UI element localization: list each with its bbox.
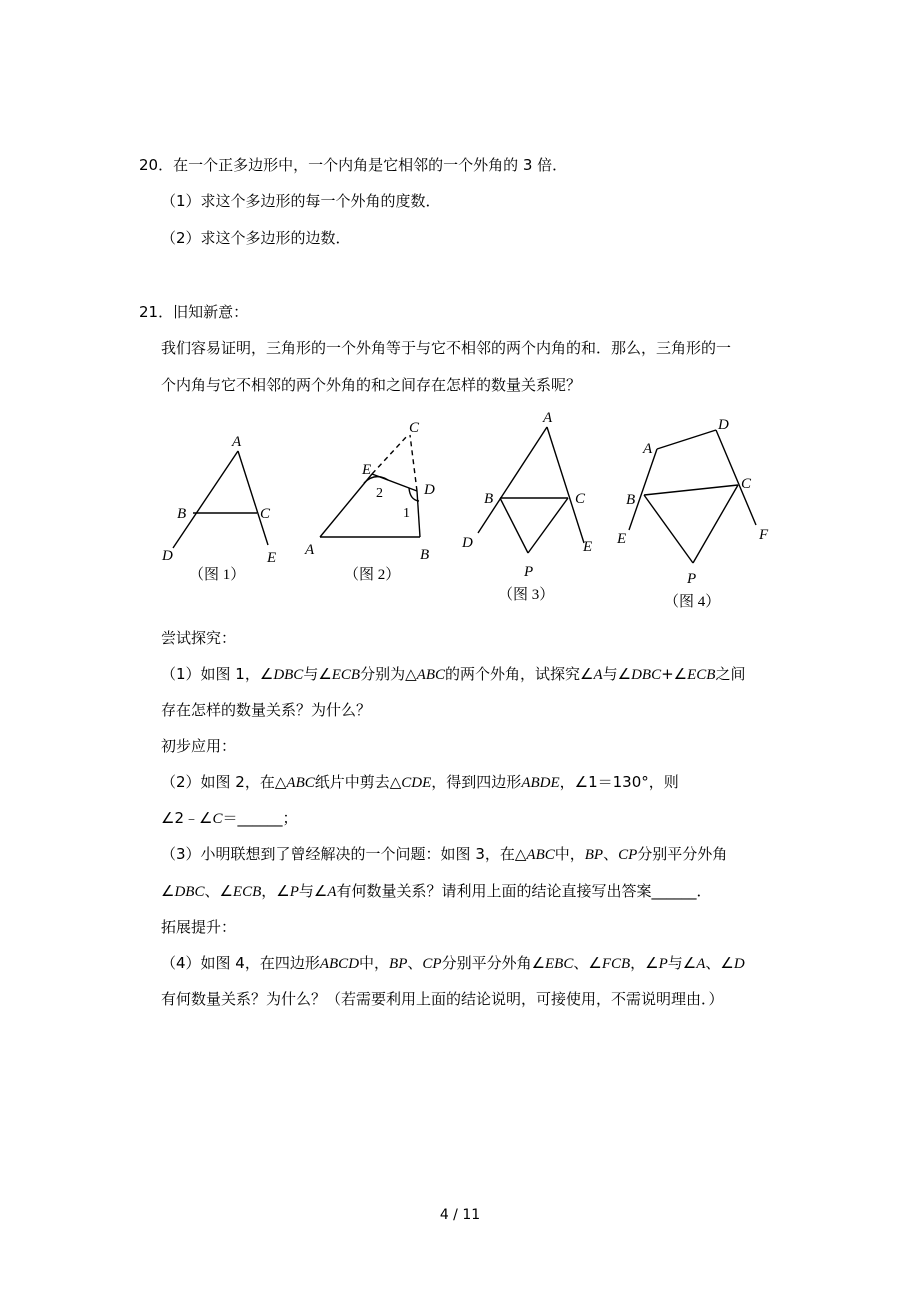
p4-c: 中， bbox=[359, 954, 390, 972]
p4-h: EBC bbox=[545, 956, 574, 972]
fig4-caption: （图 4） bbox=[664, 594, 721, 610]
q21-part2-line2 bbox=[161, 808, 297, 829]
apply-heading: 初步应用： bbox=[161, 737, 237, 755]
p1-f: ABC bbox=[416, 667, 445, 683]
q21-intro-line1: 我们容易证明，三角形的一个外角等于与它不相邻的两个内角的和．那么，三角形的一 bbox=[161, 339, 732, 357]
p1-k: +∠ bbox=[661, 665, 688, 683]
p3-line2-b: DBC bbox=[174, 884, 205, 900]
try-heading: 尝试探究： bbox=[161, 629, 237, 647]
p2-c: 纸片中剪去△ bbox=[314, 773, 402, 791]
fig3-label-A: A bbox=[543, 410, 553, 426]
p2-line2-a: ∠2﹣∠ bbox=[161, 809, 213, 827]
p2-b: ABC bbox=[286, 775, 315, 791]
p3-a: （3）小明联想到了曾经解决的一个问题：如图 3，在△ bbox=[161, 845, 527, 863]
p2-line2-c: ＝______； bbox=[222, 809, 298, 827]
fig2-label-B: B bbox=[420, 547, 430, 563]
p2-line2-b: C bbox=[212, 811, 223, 827]
p3-line2-e: ，∠ bbox=[261, 882, 290, 900]
p4-f: CP bbox=[422, 956, 442, 972]
p3-line2-a: ∠ bbox=[161, 882, 175, 900]
fig2-label-2: 2 bbox=[376, 486, 383, 501]
p1-h: A bbox=[593, 667, 603, 683]
fig4-label-E: E bbox=[617, 531, 627, 547]
p4-p: D bbox=[733, 956, 745, 972]
p2-e: ，得到四边形 bbox=[431, 773, 522, 791]
page-number: 4 / 11 bbox=[439, 1207, 481, 1223]
q21-part4-line1 bbox=[161, 953, 745, 974]
fig1-label-E: E bbox=[267, 550, 277, 566]
fig4-label-D: D bbox=[718, 417, 729, 433]
q21-intro-line2: 个内角与它不相邻的两个外角的和之间存在怎样的数量关系呢？ bbox=[161, 376, 582, 394]
q20-part1: （1）求这个多边形的每一个外角的度数． bbox=[161, 192, 441, 210]
p3-line2-c: 、∠ bbox=[204, 882, 233, 900]
p4-k: ，∠ bbox=[630, 954, 659, 972]
p3-g: 分别平分外角 bbox=[637, 845, 728, 863]
p1-c: 与∠ bbox=[303, 665, 332, 683]
fig2-label-E: E bbox=[362, 462, 372, 478]
fig3-label-C: C bbox=[575, 491, 586, 507]
p4-b: ABCD bbox=[319, 956, 360, 972]
p2-g: ，∠1＝130°，则 bbox=[559, 773, 679, 791]
p4-e: 、 bbox=[407, 954, 423, 972]
fig4-label-F: F bbox=[759, 527, 769, 543]
fig2-label-1: 1 bbox=[403, 506, 410, 521]
fig3-label-P: P bbox=[524, 564, 534, 580]
p2-f: ABDE bbox=[521, 775, 560, 791]
fig2-label-C: C bbox=[409, 420, 420, 436]
fig3-label-E: E bbox=[583, 539, 593, 555]
q21-part1-line1 bbox=[161, 664, 745, 685]
p4-n: A bbox=[696, 956, 706, 972]
q21-part1-line2: 存在怎样的数量关系？为什么？ bbox=[161, 701, 372, 719]
fig1-label-D: D bbox=[162, 548, 173, 564]
p2-d: CDE bbox=[401, 775, 432, 791]
p1-g: 的两个外角，试探究∠ bbox=[445, 665, 594, 683]
q21-part2-line1 bbox=[161, 772, 679, 793]
q20-part2: （2）求这个多边形的边数． bbox=[161, 229, 351, 247]
p1-e: 分别为△ bbox=[360, 665, 417, 683]
figure-1-lines bbox=[173, 451, 268, 548]
p3-d: BP bbox=[584, 847, 604, 863]
q21-part3-line2 bbox=[161, 881, 712, 902]
fig2-caption: （图 2） bbox=[344, 567, 401, 583]
p3-line2-g: 与∠ bbox=[298, 882, 328, 900]
figure-3-lines bbox=[478, 427, 584, 553]
p2-a: （2）如图 2，在△ bbox=[161, 773, 287, 791]
fig2-label-D: D bbox=[424, 482, 435, 498]
p3-f: CP bbox=[618, 847, 638, 863]
fig3-label-B: B bbox=[484, 491, 494, 507]
fig4-label-A: A bbox=[643, 441, 653, 457]
p4-d: BP bbox=[389, 956, 408, 972]
extend-heading: 拓展提升： bbox=[161, 918, 237, 936]
p4-j: FCB bbox=[601, 956, 631, 972]
fig4-label-P: P bbox=[687, 571, 697, 587]
p4-l: P bbox=[658, 956, 668, 972]
p1-j: DBC bbox=[631, 667, 662, 683]
p1-i: 与∠ bbox=[602, 665, 632, 683]
p1-d: ECB bbox=[331, 667, 361, 683]
p1-a: （1）如图 1，∠ bbox=[161, 665, 274, 683]
fig3-caption: （图 3） bbox=[498, 587, 555, 603]
q21-part4-line2: 有何数量关系？为什么？（若需要利用上面的结论说明，可接使用，不需说明理由．） bbox=[161, 990, 724, 1008]
p4-m: 与∠ bbox=[667, 954, 697, 972]
p3-line2-i: 有何数量关系？请利用上面的结论直接写出答案______． bbox=[336, 882, 712, 900]
fig1-label-B: B bbox=[177, 506, 187, 522]
figures-strip bbox=[0, 400, 920, 615]
p3-b: ABC bbox=[526, 847, 555, 863]
p3-c: 中， bbox=[554, 845, 585, 863]
p3-e: 、 bbox=[603, 845, 619, 863]
fig1-label-C: C bbox=[260, 506, 271, 522]
fig4-label-C: C bbox=[741, 476, 752, 492]
fig2-label-A: A bbox=[305, 542, 315, 558]
q21-part3-line1 bbox=[161, 844, 727, 865]
p1-m: 之间 bbox=[715, 665, 746, 683]
p3-line2-d: ECB bbox=[232, 884, 262, 900]
p4-i: 、∠ bbox=[573, 954, 602, 972]
p1-b: DBC bbox=[273, 667, 304, 683]
p3-line2-f: P bbox=[289, 884, 299, 900]
figure-2-lines bbox=[320, 435, 420, 537]
q20-stem: 20．在一个正多边形中，一个内角是它相邻的一个外角的 3 倍． bbox=[139, 156, 568, 174]
p4-o: 、∠ bbox=[705, 954, 734, 972]
q21-stem: 21．旧知新意： bbox=[139, 303, 249, 321]
fig4-label-B: B bbox=[626, 492, 636, 508]
p4-g: 分别平分外角∠ bbox=[441, 954, 546, 972]
fig3-label-D: D bbox=[462, 535, 473, 551]
p3-line2-h: A bbox=[327, 884, 337, 900]
fig1-label-A: A bbox=[232, 434, 242, 450]
p4-a: （4）如图 4，在四边形 bbox=[161, 954, 320, 972]
fig1-caption: （图 1） bbox=[189, 567, 246, 583]
p1-l: ECB bbox=[687, 667, 716, 683]
